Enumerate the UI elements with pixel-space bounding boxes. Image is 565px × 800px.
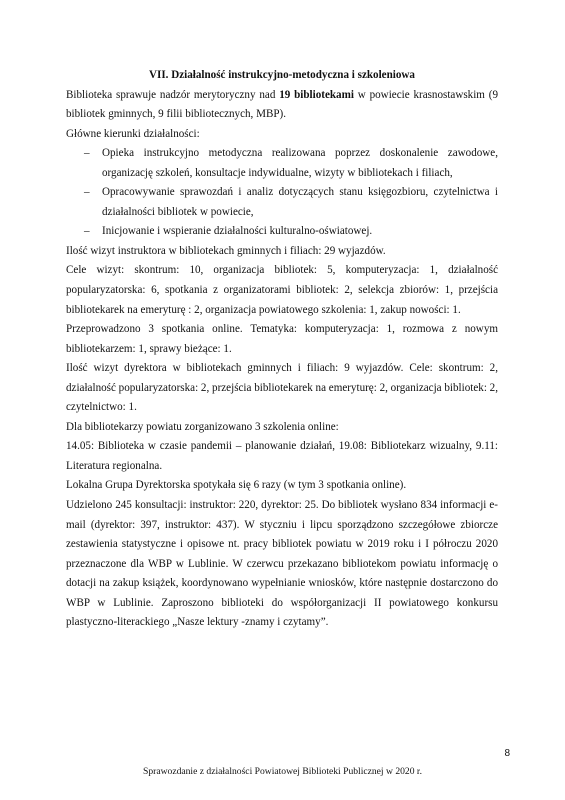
page-number: 8 [504, 748, 510, 759]
intro-bold-count: 19 bibliotekami [279, 88, 354, 101]
paragraph-director-visits: Ilość wizyt dyrektora w bibliotekach gminnych i filiach: 9 wyjazdów. Cele: skontrum: 2, działalność popularyzatorska: 2, przejścia bibliotekarek na emeryturę: 2, organizacja bibliotek: 2, czytelnictwo: 1. [66, 362, 498, 414]
list-item [66, 144, 498, 183]
directions-heading: Główne kierunki działalności: [66, 127, 200, 140]
list-item [66, 222, 498, 242]
paragraph-online-meetings: Przeprowadzono 3 spotkania online. Tematyka: komputeryzacja: 1, rozmowa z nowym bibliotekarzem: 1, sprawy bieżące: 1. [66, 323, 498, 355]
section-title: VII. Działalność instrukcyjno-metodyczna i szkoleniowa [149, 69, 415, 81]
paragraph-trainings-intro: Dla bibliotekarzy powiatu zorganizowano 3 szkolenia online: [66, 420, 339, 433]
list-item-text: Inicjowanie i wspieranie działalności kulturalno-oświatowej. [102, 225, 373, 238]
page-footer: Sprawozdanie z działalności Powiatowej Biblioteki Publicznej w 2020 r. [143, 766, 422, 777]
paragraph-director-group: Lokalna Grupa Dyrektorska spotykała się 6 razy (w tym 3 spotkania online). [66, 479, 407, 492]
intro-text-after: w powiecie krasnostawskim (9 bibliotek gminnych, 9 filii bibliotecznych, MBP). [66, 88, 499, 121]
paragraph-consultations: Udzielono 245 konsultacji: instruktor: 220, dyrektor: 25. Do bibliotek wysłano 834 informacji e-mail (dyrektor: 397, instruktor: 437). W styczniu i lipcu sporządzono szczegółowe zbiorcze zestawienia statystyczne i opisowe nt. pracy bibliotek powiatu w 2019 roku i I półroczu 2020 przeznaczone dla WBP w Lublinie. W czerwcu przekazano bibliotekom powiatu informację o dotacji na zakup książek, koordynowano wypełnianie wniosków, które następnie dostarczono do WBP w Lublinie. Zaproszono biblioteki do współorganizacji II powiatowego konkursu plastyczno-literackiego „Nasze lektury -znamy i czytamy”. [66, 499, 498, 629]
directions-list [66, 144, 498, 242]
list-item-text: Opieka instrukcyjno metodyczna realizowana poprzez doskonalenie zawodowe, organizację szkoleń, konsultacje indywidualne, wizyty w bibliotekach i filiach, [102, 147, 498, 179]
paragraph-visit-goals: Cele wizyt: skontrum: 10, organizacja bibliotek: 5, komputeryzacja: 1, działalność popularyzatorska: 6, spotkania z organizatorami bibliotek: 2, selekcja zbiorów: 1, przejścia bibliotekarek na emeryturę : 2, organizacja powiatowego szkolenia: 1, zakup nowości: 1. [66, 264, 498, 316]
paragraph-instructor-visits: Ilość wizyt instruktora w bibliotekach gminnych i filiach: 29 wyjazdów. [66, 244, 386, 257]
dash-bullet: – [84, 186, 90, 199]
intro-text-before: Biblioteka sprawuje nadzór merytoryczny nad [66, 88, 280, 101]
page-content [66, 66, 498, 633]
dash-bullet: – [84, 147, 90, 160]
list-item-text: Opracowywanie sprawozdań i analiz dotyczących stanu księgozbioru, czytelnictwa i działalności bibliotek w powiecie, [102, 186, 498, 218]
list-item [66, 183, 498, 222]
paragraph-training-dates: 14.05: Biblioteka w czasie pandemii – planowanie działań, 19.08: Bibliotekarz wizualny, 9.11: Literatura regionalna. [66, 440, 498, 472]
dash-bullet: – [84, 225, 90, 238]
intro-paragraph [66, 86, 498, 125]
